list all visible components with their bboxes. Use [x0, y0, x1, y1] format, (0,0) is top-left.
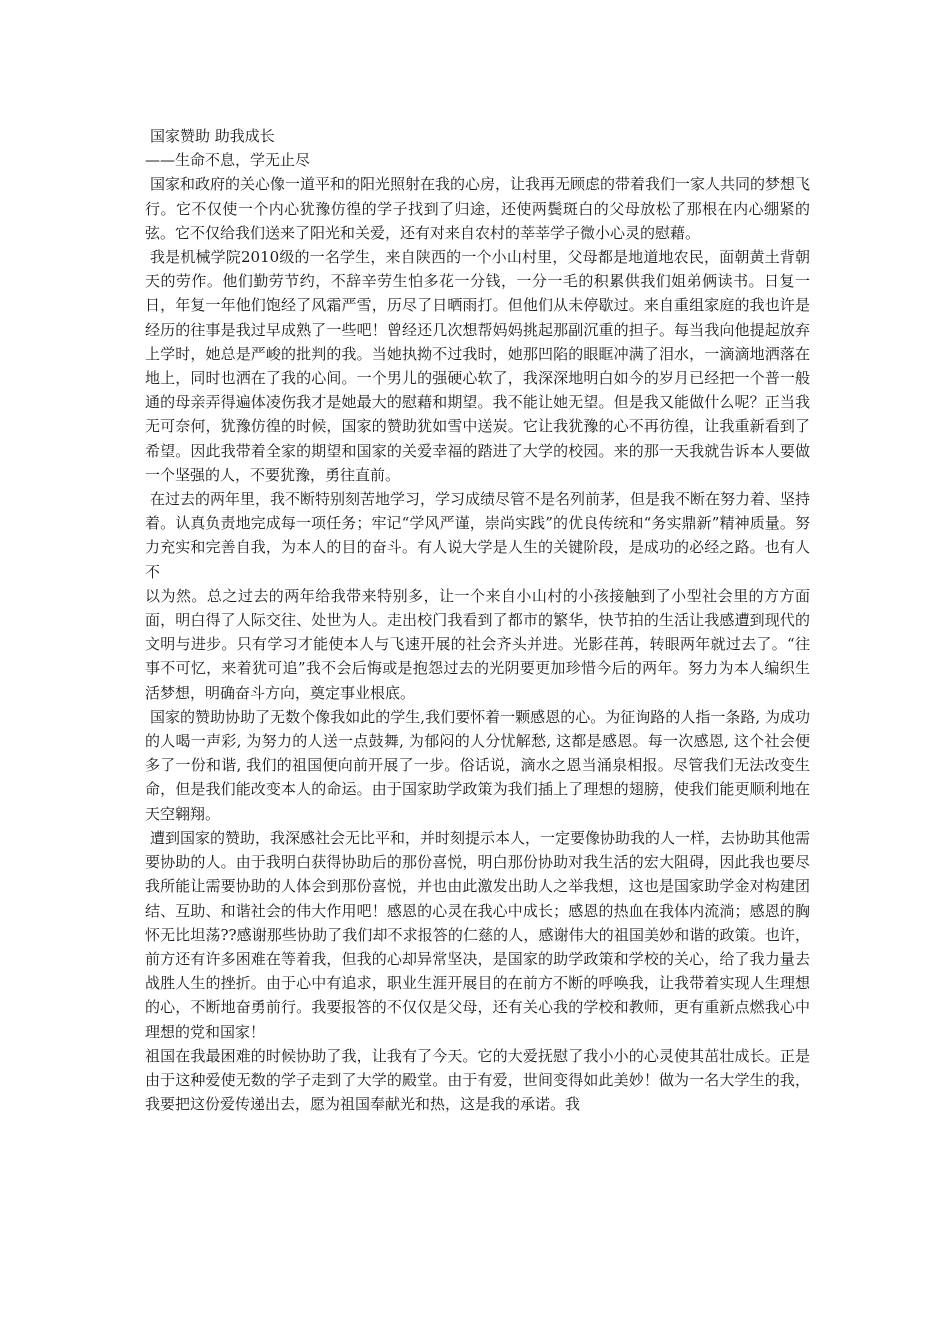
paragraph-6: 遭到国家的赞助，我深感社会无比平和，并时刻提示本人，一定要像协助我的人一样，去协助其他需要协助的人。由于我明白获得协助后的那份喜悦，明白那份协助对我生活的宏大阻碍，因此我也要尽我所能让需要协助的人体会到那份喜悦，并也由此激发出助人之举我想，这也是国家助学金对构建团结、互助、和谐社会的伟大作用吧！感恩的心灵在我心中成长；感恩的热血在我体内流淌；感恩的胸怀无比坦荡??感谢那些协助了我们却不求报答的仁慈的人，感谢伟大的祖国美妙和谐的政策。也许，前方还有许多困难在等着我，但我的心却异常坚决，是国家的助学政策和学校的关心，给了我力量去战胜人生的挫折。由于心中有追求，职业生涯开展目的在前方不断的呼唤我，让我带着实现人生理想的心，不断地奋勇前行。我要报答的不仅仅是父母，还有关心我的学校和教师，更有重新点燃我心中理想的党和国家！	[145, 828, 811, 1041]
paragraph-7: 祖国在我最困难的时候协助了我，让我有了今天。它的大爱抚慰了我小小的心灵使其茁壮成长。正是由于这种爱使无数的学子走到了大学的殿堂。由于有爱，世间变得如此美妙！做为一名大学生的我，我要把这份爱传递出去，愿为祖国奉献光和热，这是我的承诺。我	[145, 1046, 810, 1114]
paragraph-4: 以为然。总之过去的两年给我带来特别多，让一个来自小山村的小孩接触到了小型社会里的方方面面，明白得了人际交往、处世为人。走出校门我看到了都市的繁华，快节拍的生活让我感遭到现代的文明与进步。只有学习才能使本人与飞速开展的社会齐头并进。光影荏苒，转眼两年就过去了。“往事不可忆，来着犹可追”我不会后悔或是抱怨过去的光阴要更加珍惜今后的两年。努力为本人编织生活梦想，明确奋斗方向，奠定事业根底。	[145, 586, 810, 702]
paragraph-5: 国家的赞助协助了无数个像我如此的学生,我们要怀着一颗感恩的心。为征询路的人指一条路, 为成功的人喝一声彩, 为努力的人送一点鼓舞, 为郁闷的人分忧解愁, 这都是感恩。每一次感恩, 这个社会便多了一份和谐, 我们的祖国便向前开展了一步。俗话说，滴水之恩当涌泉相报。尽管我们无法改变生命，但是我们能改变本人的命运。由于国家助学政策为我们插上了理想的翅膀，使我们能更顺利地在天空翱翔。	[145, 707, 810, 823]
paragraph-3: 在过去的两年里，我不断特别刻苦地学习，学习成绩尽管不是名列前茅，但是我不断在努力着、坚持着。认真负责地完成每一项任务；牢记“学风严谨，崇尚实践”的优良传统和“务实鼎新”精神质量。努力充实和完善自我，为本人的目的奋斗。有人说大学是人生的关键阶段，是成功的必经之路。也有人不	[145, 490, 811, 581]
document-title: 国家赞助 助我成长	[150, 127, 275, 145]
paragraph-2: 我是机械学院2010级的一名学生，来自陕西的一个小山村里，父母都是地道地农民，面朝黄土背朝天的劳作。他们勤劳节约，不辞辛劳生怕多花一分钱，一分一毛的积累供我们姐弟俩读书。日复一日，年复一年他们饱经了风霜严雪，历尽了日晒雨打。但他们从未停歇过。来自重组家庭的我也许是经历的往事是我过早成熟了一些吧！曾经还几次想帮妈妈挑起那副沉重的担子。每当我向他提起放弃上学时，她总是严峻的批判的我。当她执拗不过我时，她那凹陷的眼眶冲满了泪水，一滴滴地洒落在地上，同时也洒在了我的心间。一个男儿的强硬心软了，我深深地明白如今的岁月已经把一个普一般通的母亲弄得遍体凌伤我才是她最大的慰藉和期望。我不能让她无望。但是我又能做什么呢？正当我无可奈何，犹豫仿徨的时候，国家的赞助犹如雪中送炭。它让我犹豫的心不再彷徨，让我重新看到了希望。因此我带着全家的期望和国家的关爱幸福的踏进了大学的校园。来的那一天我就告诉本人要做一个坚强的人，不要犹豫，勇往直前。	[145, 248, 810, 484]
document-body	[145, 124, 810, 1116]
paragraph-1: 国家和政府的关心像一道平和的阳光照射在我的心房，让我再无顾虑的带着我们一家人共同的梦想飞行。它不仅使一个内心犹豫仿徨的学子找到了归途，还使两鬓斑白的父母放松了那根在内心绷紧的弦。它不仅给我们送来了阳光和关爱，还有对来自农村的莘莘学子微小心灵的慰藉。	[145, 175, 811, 242]
document-subtitle: ——生命不息，学无止尽	[145, 151, 311, 170]
